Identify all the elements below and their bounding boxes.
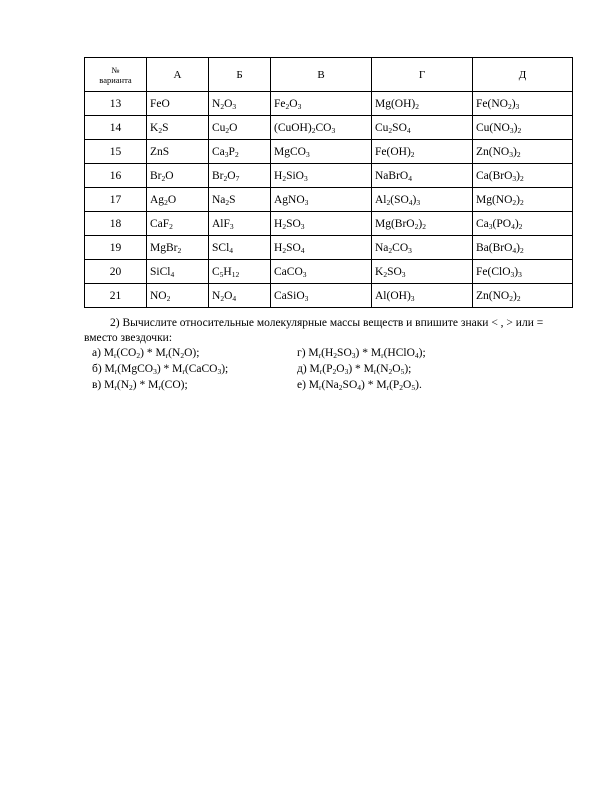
comparison-row	[84, 362, 579, 378]
formula-cell: $N_2O_3$	[209, 92, 271, 116]
formula-cell: $Ag_2O$	[147, 188, 209, 212]
formulas-table	[84, 57, 573, 308]
formula-cell: $Cu_2O$	[209, 116, 271, 140]
formula-cell: $Br_2O$	[147, 164, 209, 188]
formula-cell: ZnS	[147, 140, 209, 164]
formula-cell: AgNO$_3$	[271, 188, 372, 212]
formula-cell: $K_2SO_3$	[372, 260, 473, 284]
formula-cell: $(CuOH)_2CO_3$	[271, 116, 372, 140]
variant-number-cell: 16	[85, 164, 147, 188]
variant-number-cell: 17	[85, 188, 147, 212]
formula-cell: $Zn(NO_3)_2$	[473, 140, 573, 164]
formula-cell: $Br_2O_7$	[209, 164, 271, 188]
header-variant-number: № варианта	[85, 58, 147, 92]
comparison-row	[84, 378, 579, 394]
formula-cell: $H_2SO_3$	[271, 212, 372, 236]
formula-cell: AlF$_3$	[209, 212, 271, 236]
formula-cell: $Ca_3(PO_4)_2$	[473, 212, 573, 236]
formula-cell: $Al_2(SO_4)_3$	[372, 188, 473, 212]
formula-cell: $C_5H_{12}$	[209, 260, 271, 284]
table-row	[85, 116, 573, 140]
table-row	[85, 260, 573, 284]
formula-cell: $Ca_3P_2$	[209, 140, 271, 164]
formula-cell: SCl$_4$	[209, 236, 271, 260]
table-row	[85, 140, 573, 164]
formula-cell: $Mg(BrO_2)_2$	[372, 212, 473, 236]
table-row	[85, 92, 573, 116]
formula-cell: SiCl$_4$	[147, 260, 209, 284]
variant-number-cell: 19	[85, 236, 147, 260]
formula-cell: $Ba(BrO_4)_2$	[473, 236, 573, 260]
variant-number-cell: 15	[85, 140, 147, 164]
variant-number-cell: 21	[85, 284, 147, 308]
variant-number-cell: 13	[85, 92, 147, 116]
formula-cell: $NO_2$	[147, 284, 209, 308]
header-column: Д	[473, 58, 573, 92]
formula-cell: NaBrO$_4$	[372, 164, 473, 188]
header-column: Б	[209, 58, 271, 92]
formula-cell: CaF$_2$	[147, 212, 209, 236]
table-row	[85, 212, 573, 236]
task-2	[84, 316, 579, 394]
formula-cell: $H_2SO_4$	[271, 236, 372, 260]
formula-cell: $Zn(NO_2)_2$	[473, 284, 573, 308]
formula-cell: $Mg(NO_2)_2$	[473, 188, 573, 212]
comparison-item: а) $M_r(CO_2) * M_r(N_2O)$;	[92, 347, 200, 360]
header-column: В	[271, 58, 372, 92]
formula-cell: $Cu(NO_3)_2$	[473, 116, 573, 140]
formula-cell: CaSiO$_3$	[271, 284, 372, 308]
formula-cell: FeO	[147, 92, 209, 116]
formula-cell: $Cu_2SO_4$	[372, 116, 473, 140]
comparison-item: е) $M_r(Na_2SO_4) * M_r(P_2O_5)$.	[297, 379, 422, 392]
table-row	[85, 284, 573, 308]
comparison-list	[84, 346, 579, 394]
comparison-row	[84, 346, 579, 362]
table-body	[85, 92, 573, 308]
formula-cell: $Mg(OH)_2$	[372, 92, 473, 116]
comparison-item: б) $M_r(MgCO_3)$ * $M_r(CaCO_3)$;	[92, 363, 229, 376]
formula-cell: MgCO$_3$	[271, 140, 372, 164]
table-header-row	[85, 58, 573, 92]
header-column: А	[147, 58, 209, 92]
formula-cell: MgBr$_2$	[147, 236, 209, 260]
formula-cell: $K_2S$	[147, 116, 209, 140]
formula-cell: $Ca(BrO_3)_2$	[473, 164, 573, 188]
variant-number-cell: 18	[85, 212, 147, 236]
comparison-item: г) $M_r(H_2SO_3)$ * $M_r(HClO_4)$;	[297, 347, 426, 360]
table-row	[85, 188, 573, 212]
task-intro: 2) Вычислите относительные молекулярные массы веществ и впишите знаки < , > или = вместо звездочки:	[84, 317, 544, 344]
table-row	[85, 164, 573, 188]
formula-cell: $H_2SiO_3$	[271, 164, 372, 188]
formula-cell: $Fe_2O_3$	[271, 92, 372, 116]
formula-cell: $Na_2S$	[209, 188, 271, 212]
table-row	[85, 236, 573, 260]
formula-cell: $Na_2CO_3$	[372, 236, 473, 260]
comparison-item: в) $M_r(N_2) * M_r(CO)$;	[92, 379, 188, 392]
formula-cell: $Fe(ClO_3)_3$	[473, 260, 573, 284]
formula-cell: $Fe(OH)_2$	[372, 140, 473, 164]
variant-number-cell: 20	[85, 260, 147, 284]
formula-cell: $Fe(NO_2)_3$	[473, 92, 573, 116]
comparison-item: д) $M_r(P_2O_3) * M_r(N_2O_5)$;	[297, 363, 412, 376]
formula-cell: CaCO$_3$	[271, 260, 372, 284]
formula-cell: $N_2O_4$	[209, 284, 271, 308]
header-column: Г	[372, 58, 473, 92]
variant-number-cell: 14	[85, 116, 147, 140]
formula-cell: $Al(OH)_3$	[372, 284, 473, 308]
